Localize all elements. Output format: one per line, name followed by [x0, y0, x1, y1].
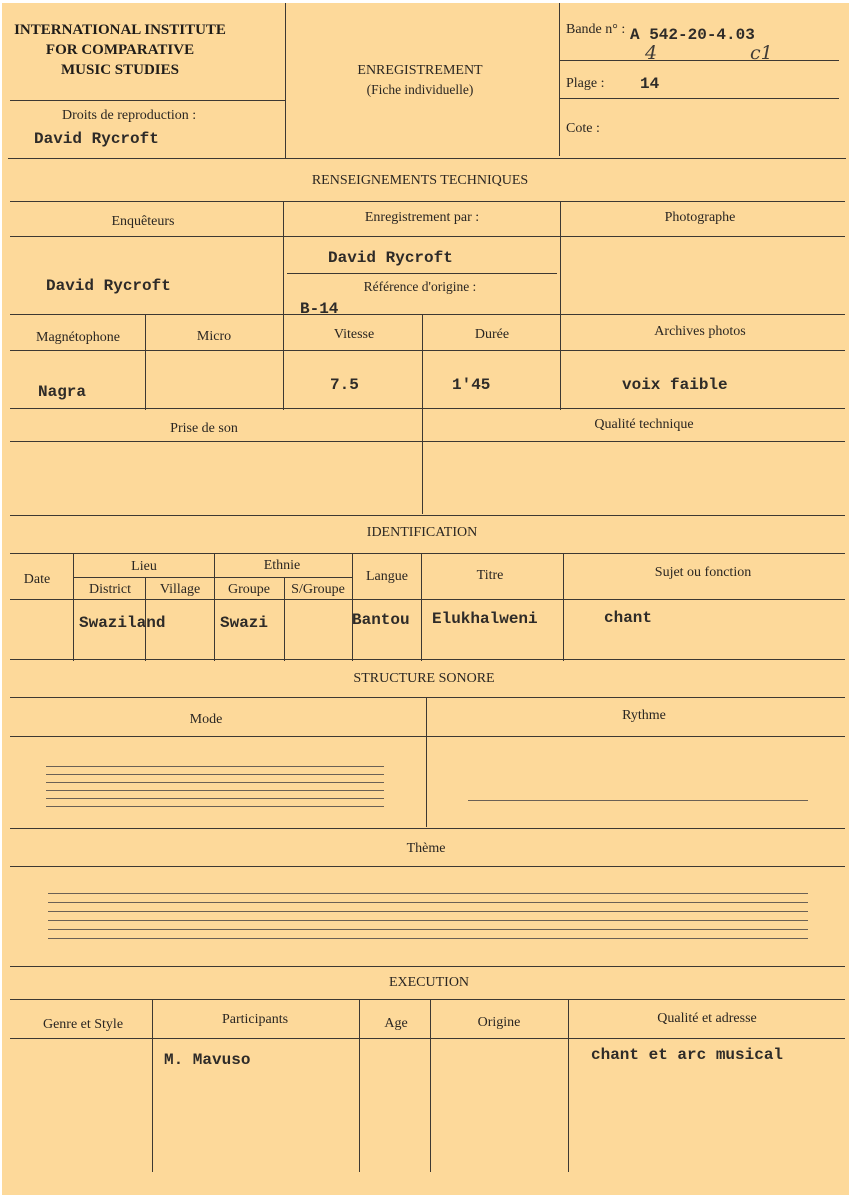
prise-de-son-label: Prise de son	[170, 421, 238, 436]
identification-section-title: IDENTIFICATION	[366, 525, 478, 540]
institute-name-line2: FOR COMPARATIVE	[45, 42, 195, 58]
village-label: Village	[159, 582, 201, 597]
duree-label: Durée	[474, 327, 510, 342]
enregistrement-label: Enregistrement par :	[364, 210, 480, 225]
archives-photos-label: Archives photos	[654, 324, 746, 339]
structure-sonore-section-title: STRUCTURE SONORE	[353, 671, 495, 686]
institute-name-line1: INTERNATIONAL INSTITUTE	[14, 22, 226, 38]
vitesse-value: 7.5	[330, 376, 359, 394]
qualite-technique-label: Qualité technique	[594, 417, 694, 432]
bande-handwritten-mark-1: 4	[645, 42, 658, 64]
langue-label: Langue	[366, 569, 408, 584]
rights-label: Droits de reproduction :	[62, 108, 197, 123]
micro-label: Micro	[196, 329, 232, 344]
form-title: ENREGISTREMENT	[357, 63, 483, 78]
district-label: District	[89, 582, 131, 597]
enregistrement-value: David Rycroft	[328, 249, 453, 267]
groupe-value: Swazi	[220, 614, 269, 632]
langue-value: Bantou	[352, 611, 410, 629]
theme-label: Thème	[406, 841, 446, 856]
lieu-label: Lieu	[131, 559, 157, 574]
bande-handwritten-mark-2: c1	[750, 42, 773, 64]
origine-label: Origine	[477, 1015, 521, 1030]
district-value: Swaziland	[79, 614, 166, 632]
sgroupe-label: S/Groupe	[291, 582, 345, 597]
reference-label: Référence d'origine :	[363, 279, 477, 294]
mode-label: Mode	[189, 712, 223, 727]
sujet-fonction-label: Sujet ou fonction	[654, 565, 752, 580]
bande-value: A 542-20-4.03	[630, 26, 755, 44]
plage-value: 14	[640, 75, 660, 93]
execution-section-title: EXECUTION	[388, 975, 470, 990]
cote-label: Cote :	[566, 121, 600, 136]
rythme-label: Rythme	[622, 708, 666, 723]
institute-name-line3: MUSIC STUDIES	[61, 62, 179, 78]
photographe-label: Photographe	[664, 210, 736, 225]
plage-label: Plage :	[566, 76, 605, 91]
age-label: Age	[384, 1016, 408, 1031]
bande-label: Bande n° :	[566, 22, 626, 37]
reference-value: B-14	[300, 300, 339, 318]
genre-style-label: Genre et Style	[42, 1017, 124, 1032]
sujet-fonction-value: chant	[604, 609, 653, 627]
qualite-adresse-label: Qualité et adresse	[657, 1011, 757, 1026]
date-label: Date	[23, 572, 51, 587]
groupe-label: Groupe	[228, 582, 270, 597]
magnetophone-value: Nagra	[38, 383, 87, 401]
qualite-adresse-value: chant et arc musical	[591, 1046, 784, 1064]
participants-label: Participants	[221, 1012, 289, 1027]
rights-value: David Rycroft	[34, 130, 159, 148]
technique-section-title: RENSEIGNEMENTS TECHNIQUES	[311, 173, 529, 188]
vitesse-label: Vitesse	[333, 327, 375, 342]
record-card	[2, 3, 849, 1195]
participants-value: M. Mavuso	[164, 1051, 251, 1069]
enqueteurs-value: David Rycroft	[46, 277, 171, 295]
archives-photos-value: voix faible	[622, 376, 728, 394]
ethnie-label: Ethnie	[263, 558, 301, 573]
titre-label: Titre	[476, 568, 504, 583]
magnetophone-label: Magnétophone	[36, 330, 120, 345]
form-subtitle: (Fiche individuelle)	[366, 82, 474, 97]
titre-value: Elukhalweni	[432, 610, 538, 628]
duree-value: 1'45	[452, 376, 491, 394]
enqueteurs-label: Enquêteurs	[111, 214, 175, 229]
